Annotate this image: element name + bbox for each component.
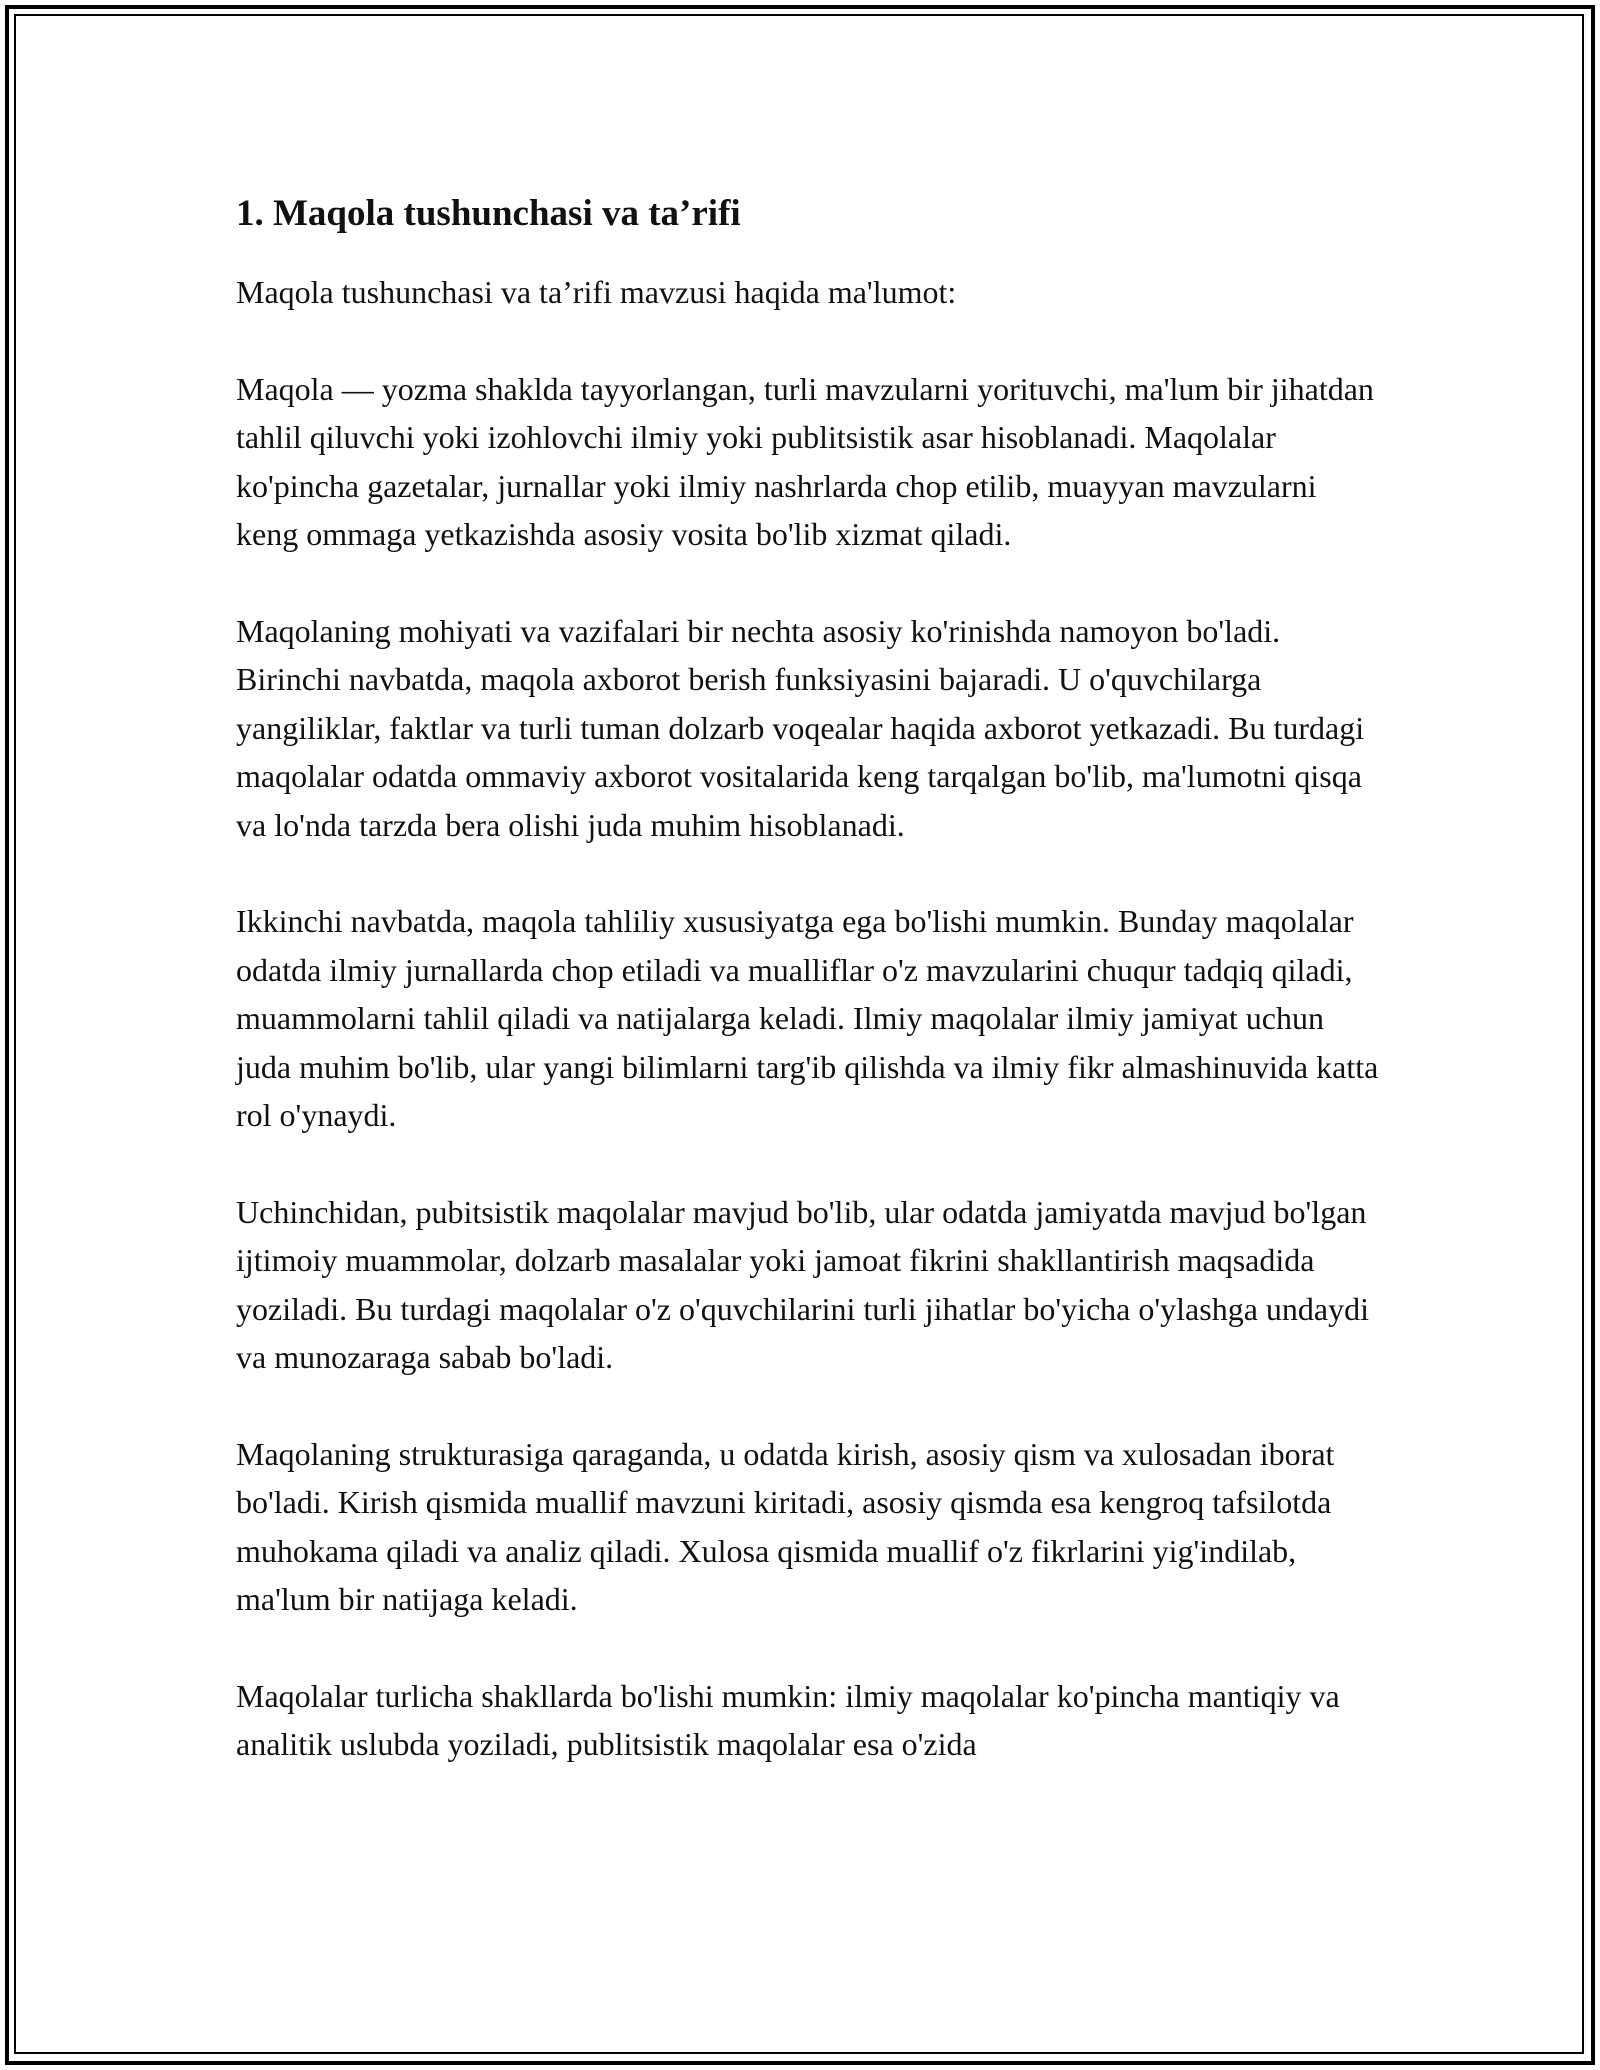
definition-paragraph: Maqola — yozma shaklda tayyorlangan, turli mavzularni yorituvchi, ma'lum bir jihatdan tahlil qiluvchi yoki izohlovchi ilmiy yoki publitsistik asar hisoblanadi. Maqolalar ko'pincha gazetalar, jurnallar yoki ilmiy nashrlarda chop etilib, muayyan mavzularni keng ommaga yetkazishda asosiy vosita bo'lib xizmat qiladi.	[236, 370, 1374, 552]
essence-paragraph: Maqolaning mohiyati va vazifalari bir nechta asosiy ko'rinishda namoyon bo'ladi. Birinchi navbatda, maqola axborot berish funksiyasini bajaradi. U o'quvchilarga yangiliklar, faktlar va turli tuman dolzarb voqealar haqida axborot yetkazadi. Bu turdagi maqolalar odatda ommaviy axborot vositalarida keng tarqalgan bo'lib, ma'lumotni qisqa va lo'nda tarzda bera olishi juda muhim hisoblanadi.	[236, 612, 1365, 843]
analytical-paragraph: Ikkinchi navbatda, maqola tahliliy xususiyatga ega bo'lishi mumkin. Bunday maqolalar odatda ilmiy jurnallarda chop etiladi va mualliflar o'z mavzularini chuqur tadqiq qiladi, muammolarni tahlil qiladi va natijalarga keladi. Ilmiy maqolalar ilmiy jamiyat uchun juda muhim bo'lib, ular yangi bilimlarni targ'ib qilishda va ilmiy fikr almashinuvida katta rol o'ynaydi.	[236, 903, 1379, 1133]
forms-paragraph: Maqolalar turlicha shakllarda bo'lishi mumkin: ilmiy maqolalar ko'pincha mantiqiy va analitik uslubda yoziladi, publitsistik maqolalar esa o'zida	[236, 1677, 1340, 1762]
intro-paragraph: Maqola tushunchasi va ta’rifi mavzusi haqida ma'lumot:	[236, 274, 957, 310]
document-body	[236, 186, 1386, 1817]
section-heading: 1. Maqola tushunchasi va ta’rifi	[236, 193, 741, 234]
structure-paragraph: Maqolaning strukturasiga qaraganda, u odatda kirish, asosiy qism va xulosadan iborat bo'ladi. Kirish qismida muallif mavzuni kiritadi, asosiy qismda esa kengroq tafsilotda muhokama qiladi va analiz qiladi. Xulosa qismida muallif o'z fikrlarini yig'indilab, ma'lum bir natijaga keladi.	[236, 1435, 1335, 1617]
publicistic-paragraph: Uchinchidan, pubitsistik maqolalar mavjud bo'lib, ular odatda jamiyatda mavjud bo'lgan ijtimoiy muammolar, dolzarb masalalar yoki jamoat fikrini shakllantirish maqsadida yoziladi. Bu turdagi maqolalar o'z o'quvchilarini turli jihatlar bo'yicha o'ylashga undaydi va munozaraga sabab bo'ladi.	[236, 1193, 1369, 1375]
